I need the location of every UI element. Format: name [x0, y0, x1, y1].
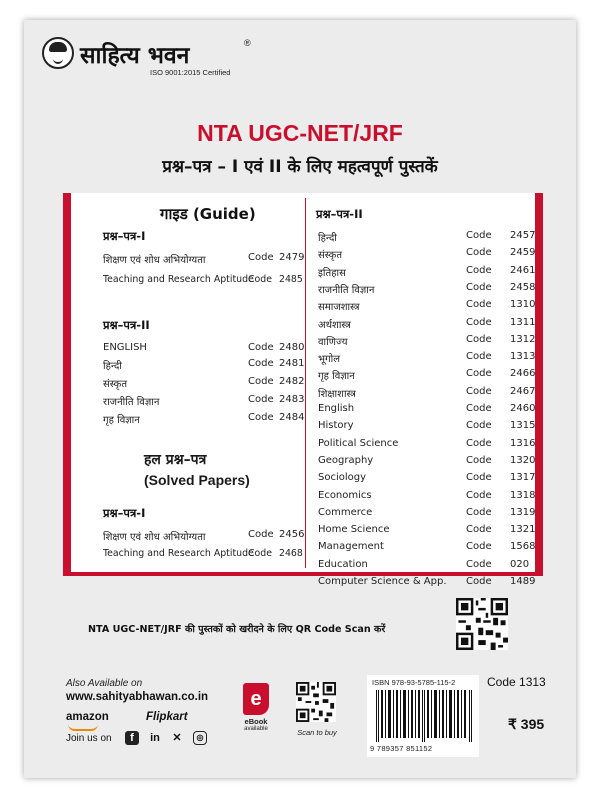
book-code: 1568 [510, 541, 536, 553]
book-title: संस्कृत [103, 379, 128, 390]
code-label: Code [466, 558, 492, 570]
book-code: 1310 [510, 299, 536, 311]
amazon-smile-icon [68, 724, 98, 731]
code-label: Code [248, 529, 274, 540]
code-label: Code [248, 376, 274, 387]
book-title: Political Science [318, 437, 399, 449]
book-title: Economics [318, 489, 372, 501]
book-code: 2480 [279, 342, 305, 353]
price: ₹ 395 [508, 716, 545, 732]
code-label: Code [466, 299, 492, 311]
code-label: Code [466, 420, 492, 432]
book-title: गृह विज्ञान [103, 415, 140, 426]
code-label: Code [466, 489, 492, 501]
book-title: हिन्दी [103, 361, 122, 372]
book-title: अर्थशास्त्र [318, 319, 351, 331]
code-label: Code [466, 576, 492, 587]
book-title: ENGLISH [103, 342, 147, 353]
code-label: Code [248, 394, 274, 405]
book-title: Teaching and Research Aptitude [103, 274, 254, 285]
join-us-label: Join us on [66, 733, 112, 744]
book-code: 1313 [510, 351, 536, 363]
ebook-available-label: available [244, 726, 268, 732]
book-code: 2482 [279, 376, 305, 387]
book-title: Sociology [318, 472, 367, 484]
book-title: शिक्षण एवं शोध अभियोग्यता [103, 255, 206, 266]
solved-heading-hindi: हल प्रश्न–पत्र [144, 452, 207, 468]
code-label: Code [466, 385, 492, 397]
book-title: Home Science [318, 524, 390, 536]
instagram-icon[interactable]: ◎ [193, 731, 207, 745]
book-code: 1312 [510, 333, 536, 345]
code-label: Code [248, 342, 274, 353]
guide-heading: गाइड (Guide) [160, 205, 256, 223]
code-label: Code [466, 454, 492, 466]
code-label: Code [248, 252, 274, 263]
page-subtitle: प्रश्न–पत्र – I एवं II के लिए महत्वपूर्ण पुस्तकें [162, 157, 438, 177]
code-label: Code [466, 351, 492, 363]
facebook-icon[interactable]: f [125, 731, 139, 745]
book-title: शिक्षण एवं शोध अभियोग्यता [103, 532, 206, 543]
registered-mark: ® [244, 38, 251, 48]
book-code: Code 1313 [487, 675, 546, 689]
book-title: संस्कृत [318, 250, 343, 262]
column-divider [305, 198, 306, 568]
scan-to-buy-qr-icon[interactable] [296, 682, 336, 722]
linkedin-icon[interactable]: in [150, 732, 160, 744]
frame-right-border [535, 193, 543, 576]
qr-instruction: NTA UGC-NET/JRF की पुस्तकों को खरीदने के लिए QR Code Scan करें [88, 624, 386, 635]
solved-heading-english: (Solved Papers) [144, 472, 250, 488]
book-code: 2483 [279, 394, 305, 405]
book-code: 2461 [510, 264, 536, 276]
book-title: हिन्दी [318, 233, 337, 244]
book-code: 1315 [510, 420, 536, 432]
book-title: शिक्षाशास्त्र [318, 388, 356, 400]
book-code: 2479 [279, 252, 305, 263]
book-code: 1319 [510, 506, 536, 518]
amazon-logo[interactable]: amazon [66, 711, 109, 723]
code-label: Code [466, 403, 492, 414]
book-title: भूगोल [318, 354, 341, 366]
book-code: 2459 [510, 247, 536, 259]
book-code: 2458 [510, 281, 536, 293]
code-label: Code [466, 333, 492, 345]
also-available-label: Also Available on [66, 678, 143, 689]
code-label: Code [466, 506, 492, 518]
book-title: राजनीति विज्ञान [103, 397, 160, 408]
code-label: Code [466, 472, 492, 484]
guide-paper2-heading: प्रश्न–पत्र-II [103, 318, 150, 332]
book-code: 1316 [510, 437, 536, 449]
book-code: 2460 [510, 403, 536, 414]
book-title: Education [318, 558, 368, 570]
book-title: Management [318, 541, 384, 553]
guide-paper1-heading: प्रश्न–पत्र-I [103, 229, 146, 243]
flipkart-logo[interactable]: Flipkart [146, 711, 188, 723]
book-code: 2481 [279, 358, 305, 369]
book-code: 1321 [510, 524, 536, 536]
page-title: NTA UGC-NET/JRF [197, 120, 403, 146]
code-label: Code [466, 524, 492, 536]
code-label: Code [248, 412, 274, 423]
book-code: 020 [510, 558, 530, 570]
book-title: राजनीति विज्ञान [318, 284, 375, 296]
code-label: Code [466, 316, 492, 328]
logo-icon [42, 37, 74, 69]
x-icon[interactable]: ✕ [172, 732, 182, 744]
book-title: English [318, 403, 355, 414]
qr-code-icon[interactable] [456, 598, 508, 650]
book-code: 2457 [510, 230, 536, 241]
code-label: Code [248, 548, 273, 559]
book-code: 2468 [279, 548, 303, 559]
book-code: 1317 [510, 472, 536, 484]
book-title: समाजशास्त्र [318, 302, 360, 314]
barcode-number: 9 789357 851152 [370, 744, 433, 753]
ebook-label: eBook [244, 717, 268, 726]
book-title: Computer Science & App. [318, 576, 447, 587]
book-title: गृह विज्ञान [318, 371, 355, 383]
book-code: 1320 [510, 454, 536, 466]
book-code: 1311 [510, 316, 536, 328]
code-label: Code [248, 274, 273, 285]
book-title: Commerce [318, 506, 373, 518]
book-title: Geography [318, 454, 374, 466]
book-code: 1489 [510, 576, 536, 587]
code-label: Code [466, 247, 492, 259]
ebook-icon: e [243, 683, 269, 715]
barcode-icon [374, 690, 474, 742]
code-label: Code [466, 230, 492, 241]
isbn-text: ISBN 978-93-5785-115-2 [372, 678, 456, 687]
publisher-brand: साहित्य भवन [80, 43, 190, 69]
code-label: Code [466, 281, 492, 293]
book-code: 2485 [279, 274, 303, 285]
book-title: History [318, 420, 354, 432]
code-label: Code [466, 368, 492, 380]
code-label: Code [466, 437, 492, 449]
website-link[interactable]: www.sahityabhawan.co.in [66, 691, 209, 703]
right-paper2-heading: प्रश्न–पत्र-II [316, 207, 363, 221]
book-code: 2467 [510, 385, 536, 397]
book-code: 1318 [510, 489, 536, 501]
code-label: Code [466, 541, 492, 553]
code-label: Code [248, 358, 274, 369]
book-title: वाणिज्य [318, 336, 348, 348]
solved-paper1-heading: प्रश्न–पत्र-I [103, 506, 146, 520]
scan-to-buy-label: Scan to buy [297, 728, 337, 737]
book-code: 2484 [279, 412, 305, 423]
book-code: 2456 [279, 529, 305, 540]
book-title: Teaching and Research Aptitude [103, 548, 254, 559]
book-code: 2466 [510, 368, 536, 380]
book-title: इतिहास [318, 267, 346, 279]
code-label: Code [466, 264, 492, 276]
iso-certification: ISO 9001:2015 Certified [150, 68, 231, 77]
frame-left-border [63, 193, 71, 576]
